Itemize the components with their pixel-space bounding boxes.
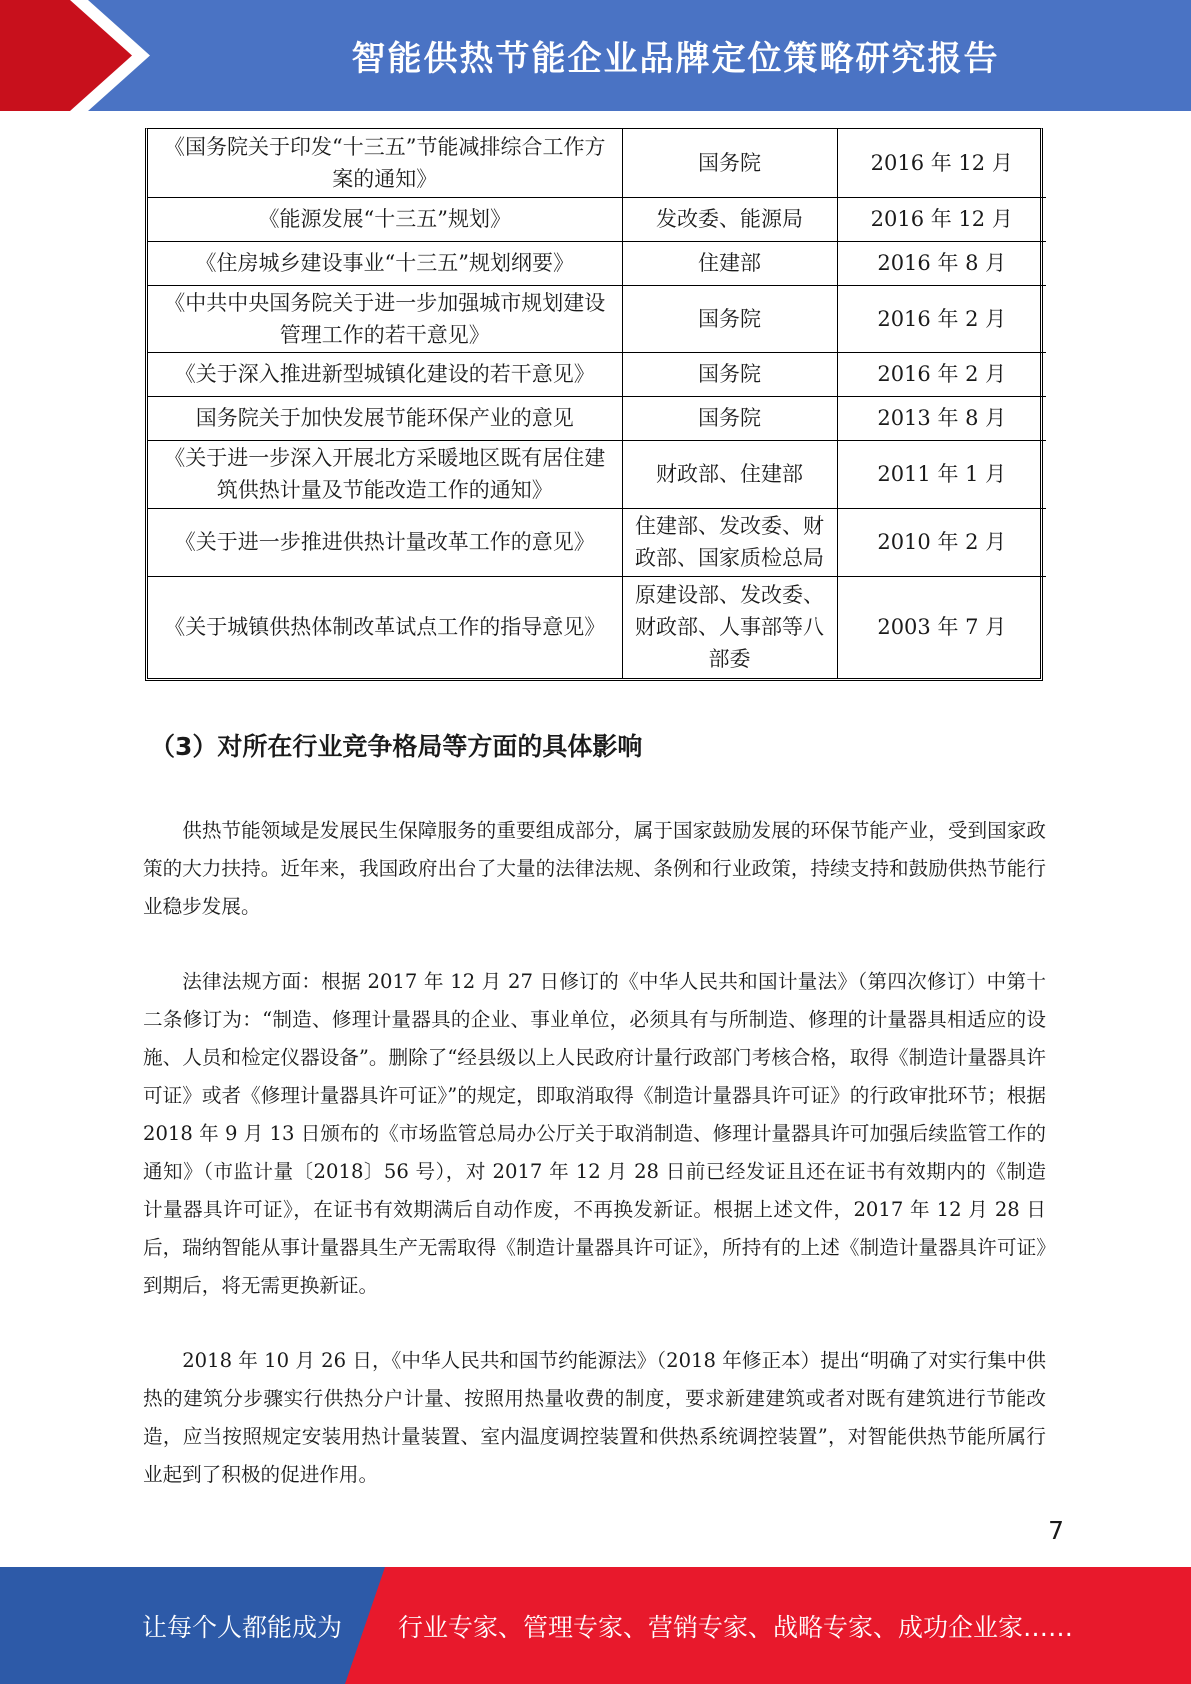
policy-date-cell: 2016 年 8 月 — [837, 241, 1046, 285]
policy-date-cell: 2003 年 7 月 — [837, 576, 1046, 678]
body-paragraph: 供热节能领域是发展民生保障服务的重要组成部分，属于国家鼓励发展的环保节能产业，受到国家政策的大力扶持。近年来，我国政府出台了大量的法律法规、条例和行业政策，持续支持和鼓励供热节能行业稳步发展。 — [143, 819, 1046, 918]
policy-date-cell: 2013 年 8 月 — [837, 396, 1046, 440]
policy-name-cell: 国务院关于加快发展节能环保产业的意见 — [148, 396, 622, 440]
footer-slogan-left: 让每个人都能成为 — [142, 1612, 343, 1642]
policy-date-cell: 2016 年 2 月 — [837, 352, 1046, 396]
table-row — [148, 576, 1046, 678]
policy-issuer-cell: 原建设部、发改委、财政部、人事部等八部委 — [622, 576, 837, 678]
table-row — [148, 241, 1046, 285]
table-row — [148, 129, 1046, 197]
table-row — [148, 352, 1046, 396]
policy-name-cell: 《关于深入推进新型城镇化建设的若干意见》 — [148, 352, 622, 396]
page-number: 7 — [1048, 1516, 1064, 1545]
policy-table-frame — [145, 128, 1043, 681]
header-bar — [0, 0, 1191, 111]
policy-date-cell: 2016 年 2 月 — [837, 285, 1046, 352]
body-paragraph: 法律法规方面：根据 2017 年 12 月 27 日修订的《中华人民共和国计量法》（第四次修订）中第十二条修订为：“制造、修理计量器具的企业、事业单位，必须具有与所制造、修理的计量器具相适应的设施、人员和检定仪器设备”。删除了“经县级以上人民政府计量行政部门考核合格，取得《制造计量器具许可证》或者《修理计量器具许可证》”的规定，即取消取得《制造计量器具许可证》的行政审批环节；根据 2018 年 9 月 13 日颁布的《市场监管总局办公厅关于取消制造、修理计量器具许可加强后续监管工作的通知》（市监计量〔2018〕56 号），对 2017 年 12 月 28 日前已经发证且还在证书有效期内的《制造计量器具许可证》，在证书有效期满后自动作废，不再换发新证。根据上述文件，2017 年 12 月 28 日后，瑞纳智能从事计量器具生产无需取得《制造计量器具许可证》，所持有的上述《制造计量器具许可证》到期后，将无需更换新证。 — [143, 970, 1046, 1297]
section-heading: （3）对所在行业竞争格局等方面的具体影响 — [150, 732, 643, 761]
policy-name-cell: 《中共中央国务院关于进一步加强城市规划建设管理工作的若干意见》 — [148, 285, 622, 352]
header-arrow-decoration — [0, 0, 150, 111]
policy-date-cell: 2016 年 12 月 — [837, 129, 1046, 197]
policy-issuer-cell: 国务院 — [622, 396, 837, 440]
policy-table — [148, 129, 1046, 678]
policy-name-cell: 《关于城镇供热体制改革试点工作的指导意见》 — [148, 576, 622, 678]
policy-issuer-cell: 国务院 — [622, 129, 837, 197]
policy-date-cell: 2010 年 2 月 — [837, 508, 1046, 576]
table-row — [148, 285, 1046, 352]
table-row — [148, 508, 1046, 576]
policy-name-cell: 《关于进一步推进供热计量改革工作的意见》 — [148, 508, 622, 576]
body-paragraph: 2018 年 10 月 26 日，《中华人民共和国节约能源法》（2018 年修正本）提出“明确了对实行集中供热的建筑分步骤实行供热分户计量、按照用热量收费的制度，要求新建建筑或者对既有建筑进行节能改造，应当按照规定安装用热计量装置、室内温度调控装置和供热系统调控装置”，对智能供热节能所属行业起到了积极的促进作用。 — [143, 1349, 1046, 1486]
table-row — [148, 197, 1046, 241]
policy-name-cell: 《能源发展“十三五”规划》 — [148, 197, 622, 241]
policy-name-cell: 《住房城乡建设事业“十三五”规划纲要》 — [148, 241, 622, 285]
table-row — [148, 440, 1046, 508]
policy-issuer-cell: 国务院 — [622, 285, 837, 352]
policy-name-cell: 《国务院关于印发“十三五”节能减排综合工作方案的通知》 — [148, 129, 622, 197]
report-title: 智能供热节能企业品牌定位策略研究报告 — [351, 39, 1000, 79]
footer-slogan-right: 行业专家、管理专家、营销专家、战略专家、成功企业家…… — [398, 1612, 1074, 1642]
policy-name-cell: 《关于进一步深入开展北方采暖地区既有居住建筑供热计量及节能改造工作的通知》 — [148, 440, 622, 508]
policy-issuer-cell: 住建部、发改委、财政部、国家质检总局 — [622, 508, 837, 576]
policy-issuer-cell: 国务院 — [622, 352, 837, 396]
policy-issuer-cell: 财政部、住建部 — [622, 440, 837, 508]
policy-issuer-cell: 发改委、能源局 — [622, 197, 837, 241]
policy-issuer-cell: 住建部 — [622, 241, 837, 285]
policy-date-cell: 2011 年 1 月 — [837, 440, 1046, 508]
policy-date-cell: 2016 年 12 月 — [837, 197, 1046, 241]
table-row — [148, 396, 1046, 440]
